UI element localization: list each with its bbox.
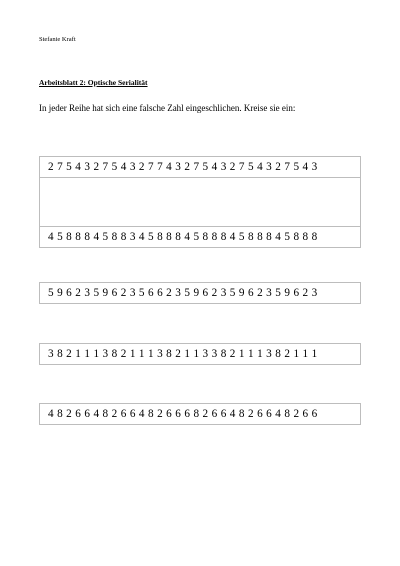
answer-space [40, 177, 360, 227]
author-name: Stefanie Kraft [39, 36, 76, 43]
number-row-4[interactable]: 3 8 2 1 1 1 3 8 2 1 1 1 3 8 2 1 1 3 3 8 2 1 1 1 3 8 2 1 1 1 [48, 348, 318, 360]
number-row-2[interactable]: 4 5 8 8 8 4 5 8 8 3 4 5 8 8 8 4 5 8 8 8 4 5 8 8 8 4 5 8 8 8 [48, 231, 318, 243]
number-box-4 [39, 343, 361, 365]
number-box-1-2 [39, 156, 361, 248]
number-row-3[interactable]: 5 9 6 2 3 5 9 6 2 3 5 6 6 2 3 5 9 6 2 3 5 9 6 2 3 5 9 6 2 3 [48, 287, 318, 299]
number-row-1[interactable]: 2 7 5 4 3 2 7 5 4 3 2 7 7 4 3 2 7 5 4 3 2 7 5 4 3 2 7 5 4 3 [48, 161, 318, 173]
worksheet-title: Arbeitsblatt 2: Optische Serialität [39, 78, 148, 87]
number-row-5[interactable]: 4 8 2 6 6 4 8 2 6 6 4 8 2 6 6 6 8 2 6 6 4 8 2 6 6 4 8 2 6 6 [48, 408, 318, 420]
instruction-text: In jeder Reihe hat sich eine falsche Zahl eingeschlichen. Kreise sie ein: [39, 103, 296, 113]
number-box-5 [39, 403, 361, 425]
number-box-3 [39, 282, 361, 304]
